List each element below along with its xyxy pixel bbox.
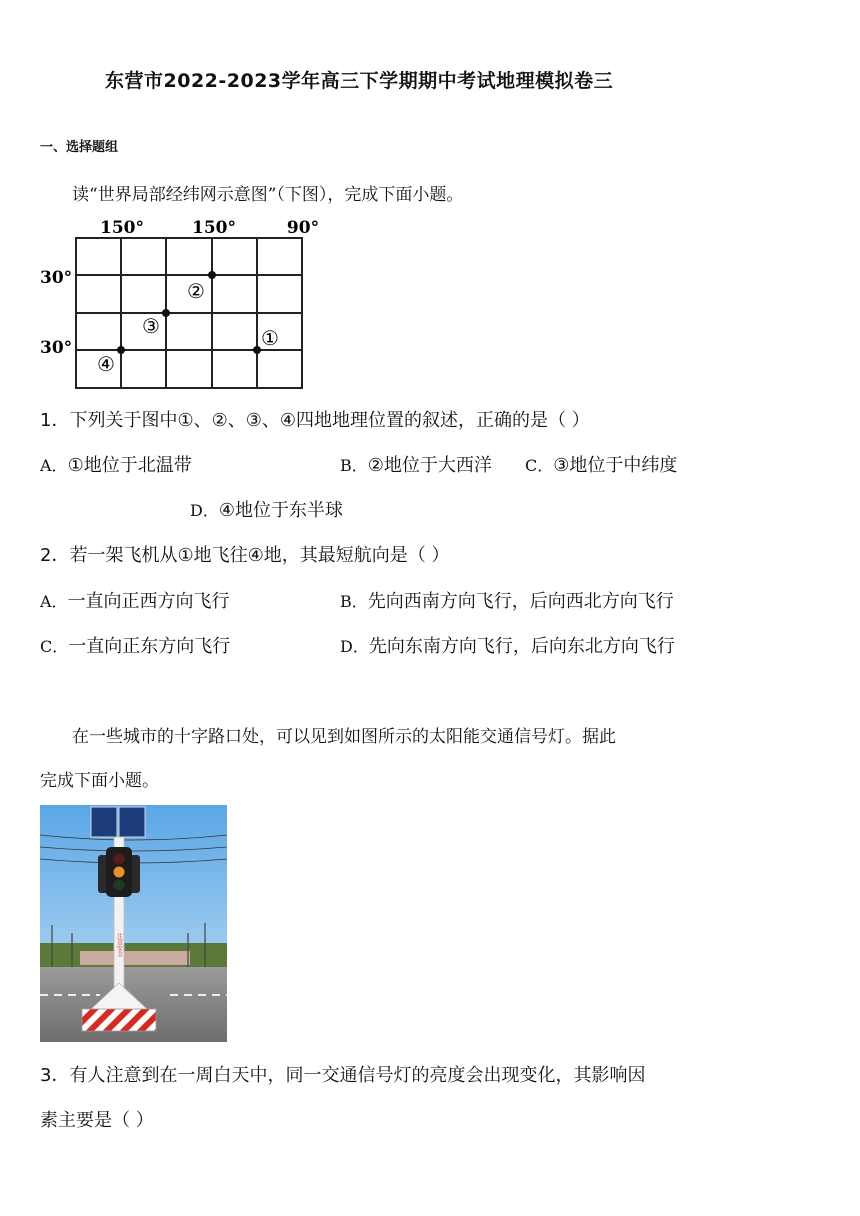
left-label-2: 30° bbox=[40, 338, 73, 358]
page-title: 东营市2022-2023学年高三下学期期中考试地理模拟卷三 bbox=[105, 70, 614, 92]
distant-building bbox=[80, 951, 190, 965]
question-2-option-d[interactable] bbox=[340, 632, 675, 658]
question-1-option-d[interactable] bbox=[190, 496, 343, 522]
top-label-2: 150° bbox=[192, 218, 236, 238]
question-1-stem: 1．下列关于图中①、②、③、④四地地理位置的叙述，正确的是（ ） bbox=[40, 410, 590, 431]
option-text: ①地位于北温带 bbox=[67, 455, 192, 476]
point-1-label: ① bbox=[261, 326, 279, 350]
question-3-stem-line-2: 素主要是（ ） bbox=[40, 1110, 154, 1131]
question-2-option-c[interactable] bbox=[40, 632, 230, 658]
option-letter: A． bbox=[40, 592, 68, 611]
solar-panel-right bbox=[119, 807, 145, 837]
base-stripes bbox=[82, 1009, 156, 1031]
point-1-dot bbox=[253, 346, 261, 354]
question-1-option-b[interactable] bbox=[340, 451, 492, 477]
option-text: 一直向正东方向飞行 bbox=[68, 636, 231, 657]
point-4-label: ④ bbox=[97, 352, 115, 376]
option-letter: C． bbox=[40, 637, 69, 656]
point-3-label: ③ bbox=[142, 314, 160, 338]
question-2-stem: 2．若一架飞机从①地飞往④地，其最短航向是（ ） bbox=[40, 545, 450, 566]
top-label-3: 90° bbox=[286, 218, 320, 238]
option-text: 先向西南方向飞行，后向西北方向飞行 bbox=[367, 591, 674, 612]
option-text: 一直向正西方向飞行 bbox=[67, 591, 230, 612]
point-2-label: ② bbox=[187, 279, 205, 303]
point-3-dot bbox=[162, 309, 170, 317]
green-light bbox=[114, 880, 125, 891]
question-1-option-c[interactable] bbox=[525, 451, 677, 477]
group2-intro-line-2: 完成下面小题。 bbox=[40, 771, 159, 791]
question-3-stem-line-1: 3．有人注意到在一周白天中，同一交通信号灯的亮度会出现变化，其影响因 bbox=[40, 1065, 646, 1086]
pole-sign-text: 注意安全 bbox=[115, 933, 123, 957]
option-letter: A． bbox=[40, 456, 68, 475]
solar-traffic-light-photo bbox=[40, 805, 227, 1042]
point-4-dot bbox=[117, 346, 125, 354]
section-heading: 一、选择题组 bbox=[40, 140, 119, 155]
option-letter: B． bbox=[340, 456, 368, 475]
solar-panel-left bbox=[91, 807, 117, 837]
group1-intro: 读“世界局部经纬网示意图”（下图），完成下面小题。 bbox=[72, 185, 464, 205]
option-text: ④地位于东半球 bbox=[218, 500, 343, 521]
left-label-1: 30° bbox=[40, 268, 73, 288]
red-light bbox=[114, 854, 125, 865]
question-2-option-a[interactable] bbox=[40, 587, 230, 613]
question-2-option-b[interactable] bbox=[340, 587, 674, 613]
top-label-1: 150° bbox=[100, 218, 144, 238]
option-letter: B． bbox=[340, 592, 368, 611]
option-text: ②地位于大西洋 bbox=[367, 455, 492, 476]
option-text: ③地位于中纬度 bbox=[553, 455, 678, 476]
lat-long-grid-figure bbox=[38, 212, 328, 392]
group2-intro-line-1: 在一些城市的十字路口处，可以见到如图所示的太阳能交通信号灯。据此 bbox=[72, 727, 616, 747]
question-1-option-a[interactable] bbox=[40, 451, 192, 477]
option-text: 先向东南方向飞行，后向东北方向飞行 bbox=[368, 636, 675, 657]
option-letter: C． bbox=[525, 456, 554, 475]
amber-light bbox=[114, 867, 125, 878]
option-letter: D． bbox=[340, 637, 369, 656]
point-2-dot bbox=[208, 271, 216, 279]
option-letter: D． bbox=[190, 501, 219, 520]
